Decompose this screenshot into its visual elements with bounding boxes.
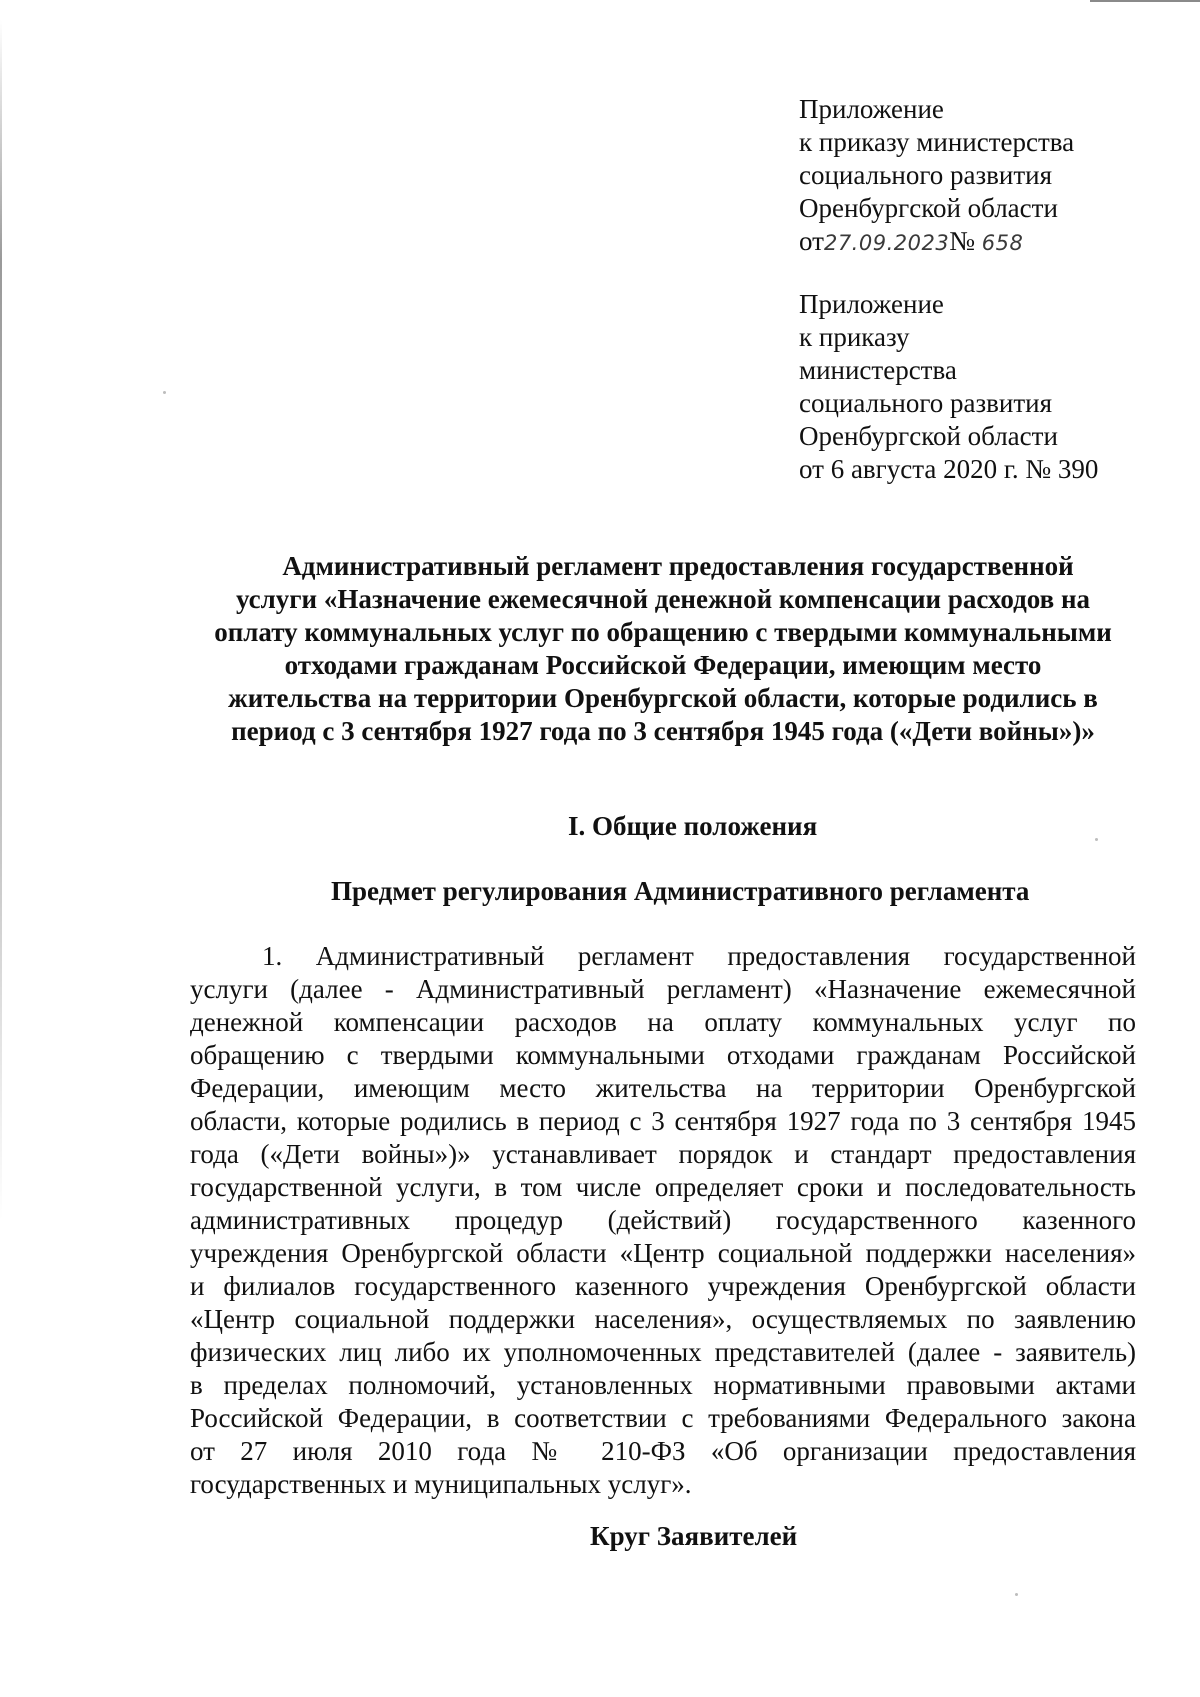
paragraph-line: от 27 июля 2010 года № 210-ФЗ «Об организации предоставления — [190, 1436, 1136, 1466]
paragraph-line: Российской Федерации, в соответствии с требованиями Федерального закона — [190, 1403, 1136, 1433]
title-line: оплату коммунальных услуг по обращению с твердыми коммунальными — [214, 617, 1112, 647]
title-line: услуги «Назначение ежемесячной денежной компенсации расходов на — [235, 584, 1091, 614]
header-line: социального развития — [799, 388, 1053, 418]
paragraph-line: физических лиц либо их уполномоченных представителей (далее - заявитель) — [190, 1337, 1136, 1367]
title-line: Административный регламент предоставления государственной — [282, 551, 1074, 581]
scan-speck — [1095, 838, 1098, 841]
title-line: отходами гражданам Российской Федерации, имеющим место — [284, 650, 1042, 680]
paragraph-line: денежной компенсации расходов на оплату коммунальных услуг по — [190, 1007, 1136, 1037]
paragraph-line: обращению с твердыми коммунальными отходами гражданам Российской — [190, 1040, 1136, 1070]
paragraph-1 — [190, 940, 1136, 1501]
header-line: от 6 августа 2020 г. № 390 — [799, 454, 1099, 484]
header-line: к приказу — [799, 322, 910, 352]
section-heading-subject: Предмет регулирования Административного регламента — [331, 876, 1030, 906]
number-prefix: № — [949, 226, 975, 256]
header-date-line — [799, 225, 1139, 260]
appendix-header-original — [799, 288, 1139, 486]
paragraph-line: в пределах полномочий, установленных нормативными правовыми актами — [190, 1370, 1136, 1400]
paragraph-line: Федерации, имеющим место жительства на территории Оренбургской — [190, 1073, 1136, 1103]
section-heading-applicants: Круг Заявителей — [590, 1521, 798, 1551]
paragraph-line: государственной услуги, в том числе определяет сроки и последовательность — [190, 1172, 1136, 1202]
title-line: жительства на территории Оренбургской области, которые родились в — [228, 683, 1098, 713]
paragraph-line: административных процедур (действий) государственного казенного — [190, 1205, 1136, 1235]
paragraph-line: «Центр социальной поддержки населения», осуществляемых по заявлению — [190, 1304, 1136, 1334]
scan-edge-top — [1090, 0, 1200, 2]
date-prefix: от — [799, 226, 824, 256]
paragraph-line: услуги (далее - Административный регламент) «Назначение ежемесячной — [190, 974, 1136, 1004]
scan-speck — [1015, 1593, 1018, 1596]
paragraph-line: и филиалов государственного казенного учреждения Оренбургской области — [190, 1271, 1136, 1301]
paragraph-line: учреждения Оренбургской области «Центр социальной поддержки населения» — [190, 1238, 1136, 1268]
paragraph-line: области, которые родились в период с 3 сентября 1927 года по 3 сентября 1945 — [190, 1106, 1136, 1136]
header-line: Приложение — [799, 289, 944, 319]
scan-edge-left — [0, 20, 2, 1220]
handwritten-number: 658 — [981, 231, 1024, 255]
paragraph-line: года («Дети войны»)» устанавливает порядок и стандарт предоставления — [190, 1139, 1136, 1169]
scan-speck — [163, 391, 166, 394]
header-line: министерства — [799, 355, 957, 385]
handwritten-date: 27.09.2023 — [823, 231, 950, 255]
header-line: Оренбургской области — [799, 421, 1058, 451]
appendix-header-current — [799, 93, 1139, 260]
title-line: период с 3 сентября 1927 года по 3 сентября 1945 года («Дети войны»)» — [231, 716, 1095, 746]
header-line: социального развития — [799, 160, 1053, 190]
header-line: к приказу министерства — [799, 127, 1075, 157]
header-line: Оренбургской области — [799, 193, 1058, 223]
paragraph-line: государственных и муниципальных услуг». — [190, 1469, 692, 1499]
paragraph-line: 1. Административный регламент предоставления государственной — [262, 941, 1136, 971]
section-heading-general: I. Общие положения — [568, 811, 818, 841]
header-line: Приложение — [799, 94, 944, 124]
document-title — [190, 550, 1136, 748]
